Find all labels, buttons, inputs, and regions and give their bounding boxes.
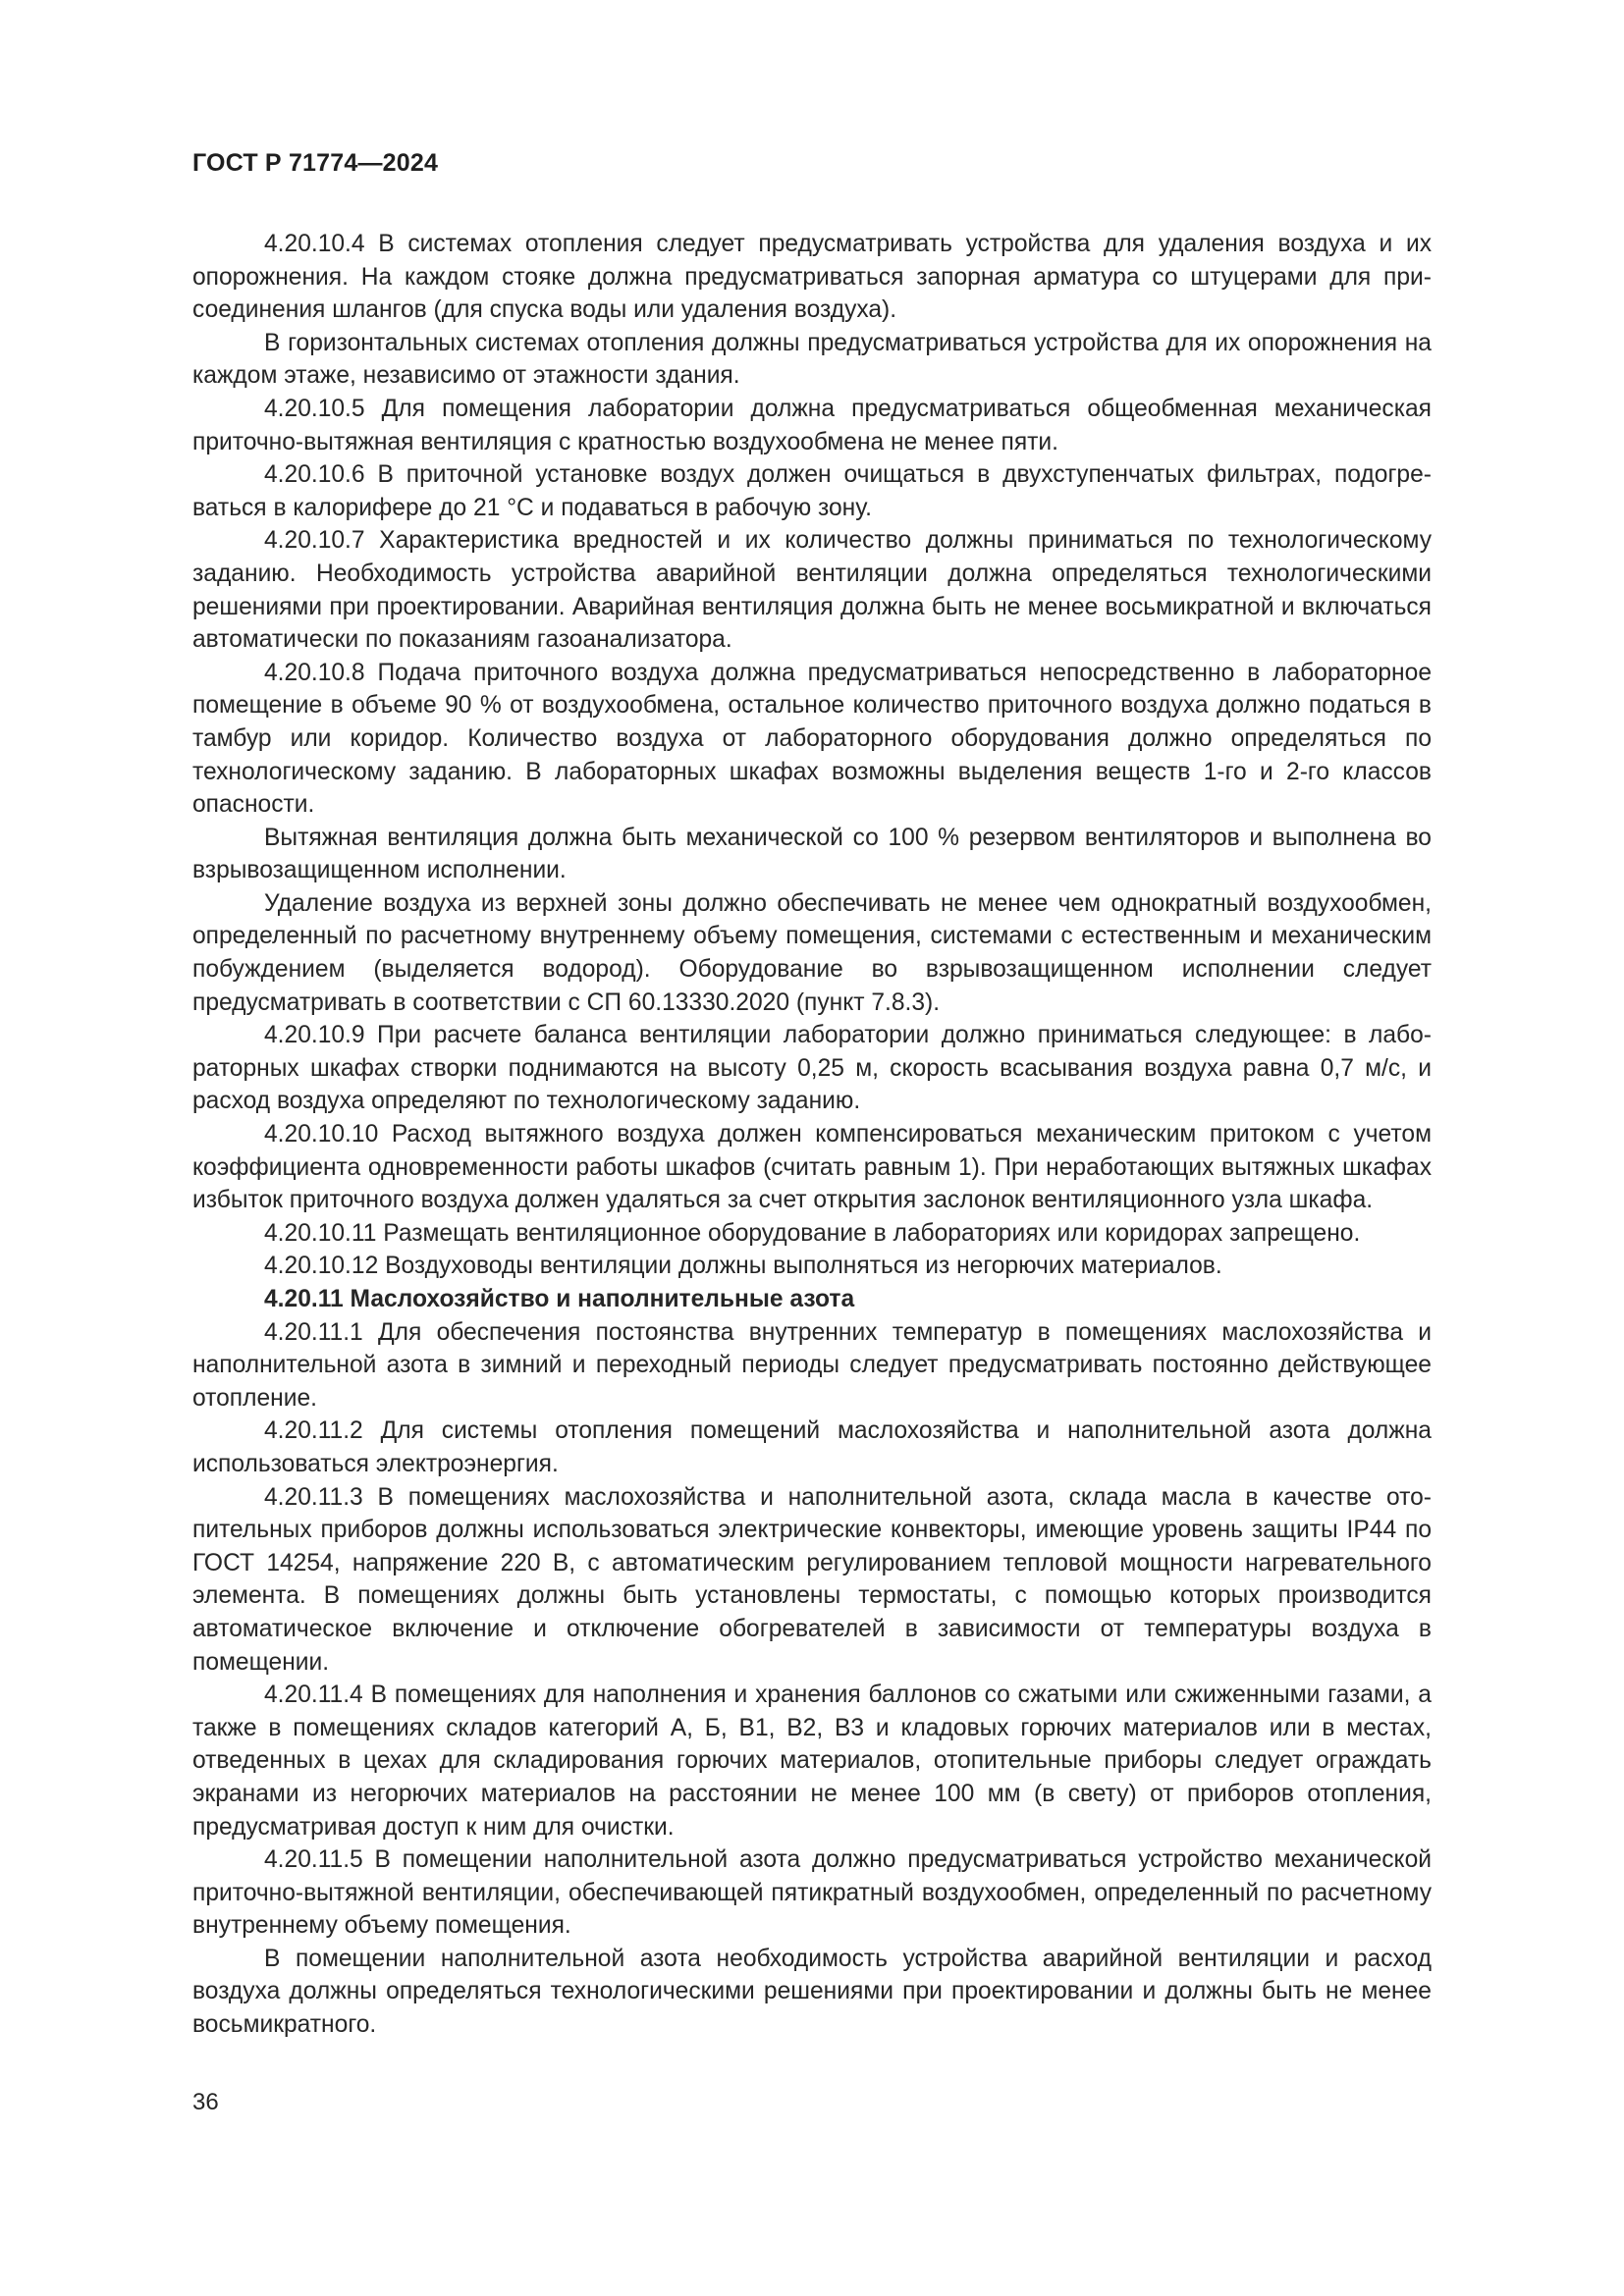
paragraph-4-20-11-4: 4.20.11.4 В помещениях для наполнения и хранения баллонов со сжатыми или сжиженными газами, а также в помещениях складов категорий А, Б, В1, В2, В3 и кладовых горючих материалов или в местах, отведенных в цехах для складирования горючих материалов, отопительные приборы следует ограждать экранами из негорючих материалов на расстоянии не менее 100 мм (в свету) от приборов отопления, предусматривая доступ к ним для очистки. bbox=[192, 1682, 1432, 1841]
paragraph-4-20-10-7: 4.20.10.7 Характеристика вредностей и их количество должны приниматься по технологическому заданию. Необходимость устройства аварийной вентиляции должна определяться технологическими решениями при проектировании. Аварийная вентиляция должна быть не менее восьмикратной и включаться автоматически по показаниям газоанализатора. bbox=[192, 527, 1432, 654]
section-heading-4-20-11: 4.20.11 Маслохозяйство и наполнительные азота bbox=[264, 1286, 855, 1312]
page-number: 36 bbox=[192, 2089, 219, 2115]
paragraph-exhaust-ventilation: Вытяжная вентиляция должна быть механической со 100 % резервом вентиляторов и выполнена во взрывозащищенном исполнении. bbox=[192, 824, 1432, 884]
paragraph-4-20-10-5: 4.20.10.5 Для помещения лаборатории должна предусматриваться общеобменная механическая приточно-вытяжная вентиляция с кратностью воздухообмена не менее пяти. bbox=[192, 395, 1432, 455]
paragraph-4-20-10-8: 4.20.10.8 Подача приточного воздуха должна предусматриваться непосредственно в лабораторное помещение в объеме 90 % от воздухообмена, остальное количество приточного воздуха должно податься в тамбур или коридор. Количество воздуха от лабораторного оборудования должно определяться по технологическому заданию. В лабораторных шкафах возможны выделения веществ 1-го и 2-го классов опасности. bbox=[192, 659, 1432, 819]
paragraph-emergency-ventilation: В помещении наполнительной азота необходимость устройства аварийной вентиляции и расход воздуха должны определяться технологическими решениями при проектировании и должны быть не менее восьмикратного. bbox=[192, 1945, 1432, 2039]
document-body bbox=[192, 228, 1432, 2042]
paragraph-upper-zone-removal: Удаление воздуха из верхней зоны должно обеспечивать не менее чем однократный воздухообмен, определенный по расчетному внутреннему объему помещения, системами с естественным и механическим побуждением (выделяется водород). Оборудование во взрывозащищенном исполнении следует предусматривать в соответствии с СП 60.13330.2020 (пункт 7.8.3). bbox=[192, 889, 1432, 1016]
paragraph-4-20-10-12: 4.20.10.12 Воздуховоды вентиляции должны выполняться из негорючих материалов. bbox=[264, 1253, 1222, 1280]
document-header: ГОСТ Р 71774—2024 bbox=[192, 149, 439, 177]
paragraph-4-20-10-4: 4.20.10.4 В системах отопления следует предусматривать устройства для удаления воздуха и их опорожнения. На каждом стояке должна предусматриваться запорная арматура со штуцерами для присоединения шлангов (для спуска воды или удаления воздуха). bbox=[192, 231, 1432, 324]
paragraph-4-20-11-2: 4.20.11.2 Для системы отопления помещений маслохозяйства и наполнительной азота должна использоваться электроэнергия. bbox=[192, 1417, 1432, 1477]
paragraph-4-20-10-11: 4.20.10.11 Размещать вентиляционное оборудование в лабораториях или коридорах запрещено. bbox=[264, 1219, 1361, 1247]
paragraph-4-20-10-9: 4.20.10.9 При расчете баланса вентиляции лаборатории должно приниматься следующее: в лабораторных шкафах створки поднимаются на высоту 0,25 м, скорость всасывания воздуха равна 0,7 м/с, и расход воздуха определяют по технологическому заданию. bbox=[192, 1022, 1432, 1115]
paragraph-4-20-10-10: 4.20.10.10 Расход вытяжного воздуха должен компенсироваться механическим притоком с учетом коэффициента одновременности работы шкафов (считать равным 1). При неработающих вытяжных шкафах избыток приточного воздуха должен удаляться за счет открытия заслонок вентиляционного узла шкафа. bbox=[192, 1121, 1432, 1214]
paragraph-horizontal-systems: В горизонтальных системах отопления должны предусматриваться устройства для их опорожнения на каждом этаже, независимо от этажности здания. bbox=[192, 329, 1432, 390]
paragraph-4-20-11-1: 4.20.11.1 Для обеспечения постоянства внутренних температур в помещениях маслохозяйства и наполнительной азота в зимний и переходный периоды следует предусматривать постоянно действующее отопление. bbox=[192, 1318, 1432, 1412]
paragraph-4-20-11-5: 4.20.11.5 В помещении наполнительной азота должно предусматриваться устройство механической приточно-вытяжной вентиляции, обеспечивающей пятикратный воздухообмен, определенный по расчетному внутреннему объему помещения. bbox=[192, 1846, 1432, 1940]
paragraph-4-20-11-3: 4.20.11.3 В помещениях маслохозяйства и наполнительной азота, склада масла в качестве отопительных приборов должны использоваться электрические конвекторы, имеющие уровень защиты IP44 по ГОСТ 14254, напряжение 220 В, с автоматическим регулированием тепловой мощности нагревательного элемента. В помещениях должны быть установлены термостаты, с помощью которых производится автоматическое включение и отключение обогревателей в зависимости от температуры воздуха в помещении. bbox=[192, 1483, 1432, 1676]
paragraph-4-20-10-6: 4.20.10.6 В приточной установке воздух должен очищаться в двухступенчатых фильтрах, подогреваться в калорифере до 21 °С и подаваться в рабочую зону. bbox=[192, 461, 1432, 521]
